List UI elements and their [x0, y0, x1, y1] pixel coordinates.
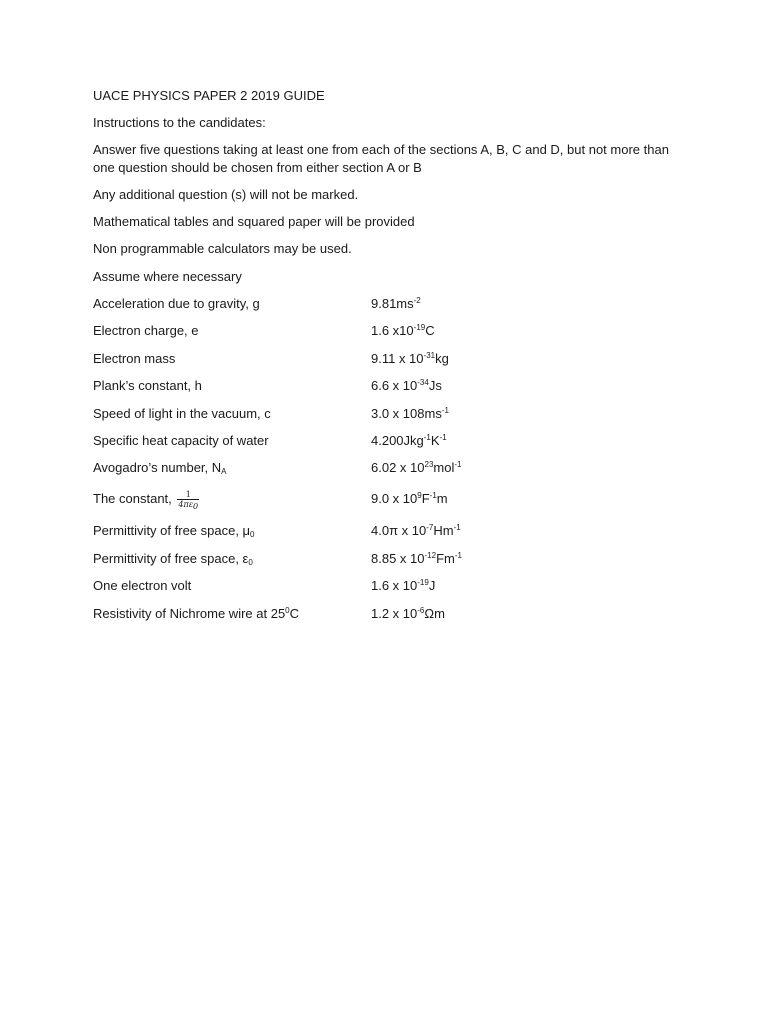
constant-row-permeability: [93, 521, 653, 541]
constant-label: Resistivity of Nichrome wire at $25^0C$: [93, 606, 300, 621]
constant-row-speed-of-light: [93, 404, 653, 424]
constant-value: 6.02 x $10^{23}mol^{-1}$: [371, 460, 462, 475]
constant-value: 6.6 x $10^{-34}Js$: [371, 378, 442, 393]
constant-label: Acceleration due to gravity, g: [93, 296, 260, 311]
instruction-sections: Answer five questions taking at least one from each of the sections A, B, C and D, but not more than one question should be chosen from either section A or B: [93, 142, 669, 175]
constant-value: 1.2 x $10^{-6}\Omega m$: [371, 606, 445, 621]
constant-row-avogadro: [93, 458, 653, 478]
constant-row-coulomb-constant: [93, 489, 653, 512]
constant-value: 9.11 x $10^{-31}kg$: [371, 351, 449, 366]
fraction-one-over-4-pi-epsilon: $\frac{1}{4\pi\varepsilon_0}$: [178, 490, 199, 512]
constant-row-gravity: [93, 294, 653, 314]
constant-label: The constant, $\frac{1}{4\pi\varepsilon_0}$: [93, 490, 199, 512]
instruction-assume: Assume where necessary: [93, 269, 242, 284]
constant-value: 8.85 x $10^{-12}Fm^{-1}$: [371, 551, 462, 566]
constant-label: Electron charge, e: [93, 323, 199, 338]
page-title: UACE PHYSICS PAPER 2 2019 GUIDE: [93, 88, 325, 103]
constant-label: Electron mass: [93, 351, 176, 366]
constant-row-electron-mass: [93, 349, 653, 369]
instruction-additional: Any additional question (s) will not be marked.: [93, 187, 359, 202]
instructions-heading: Instructions to the candidates:: [93, 115, 266, 130]
constant-row-planck: [93, 376, 653, 396]
constant-value: 1.6 x $10^{-19}J$: [371, 578, 436, 593]
constant-label: Permittivity of free space, $\varepsilon_0$: [93, 551, 253, 567]
constant-row-permittivity: [93, 549, 653, 569]
constant-label: Avogadro’s number, $N_A$: [93, 460, 227, 476]
constant-row-specific-heat: [93, 431, 653, 451]
constant-value: 4.0π x $10^{-7}Hm^{-1}$: [371, 523, 461, 538]
constant-value: 1.6 $x10^{-19}C$: [371, 323, 435, 338]
constant-value: 9.0 x $10^9F^{-1}m$: [371, 491, 448, 506]
instruction-tables: Mathematical tables and squared paper will be provided: [93, 214, 415, 229]
instruction-calculators: Non programmable calculators may be used.: [93, 241, 352, 256]
constant-row-nichrome-resistivity: [93, 604, 653, 624]
constant-label: Permittivity of free space, $\mu_0$: [93, 523, 255, 539]
constant-row-electron-charge: [93, 321, 653, 341]
constant-value: 3.0 x $108ms^{-1}$: [371, 406, 449, 421]
constant-row-electron-volt: [93, 576, 653, 596]
constant-label: Specific heat capacity of water: [93, 433, 269, 448]
constant-label: Speed of light in the vacuum, c: [93, 406, 271, 421]
constant-value: $9.81ms^{-2}$: [371, 296, 421, 311]
constant-label: One electron volt: [93, 578, 192, 593]
constant-label: Plank’s constant, h: [93, 378, 202, 393]
constant-value: $4.200Jkg^{-1}K^{-1}$: [371, 433, 447, 448]
